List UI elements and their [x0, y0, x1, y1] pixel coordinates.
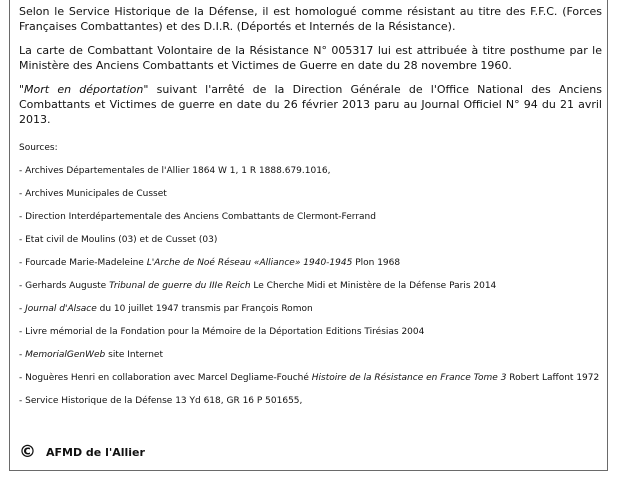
sources-heading: Sources: [19, 143, 58, 153]
source-title: MemorialGenWeb [25, 350, 106, 360]
source-title: Histoire de la Résistance en France Tome 3 [311, 373, 507, 383]
source-author: - Fourcade Marie-Madeleine [19, 258, 147, 268]
article-body [19, 4, 602, 407]
source-publisher: Plon 1968 [352, 258, 401, 268]
source-item [19, 304, 602, 315]
source-item: - Direction Interdépartementale des Anciens Combattants de Clermont-Ferrand [19, 212, 376, 222]
footer-credit [19, 444, 145, 461]
source-item: - Archives Départementales de l'Allier 1864 W 1, 1 R 1888.679.1016, [19, 166, 331, 176]
source-item: - Livre mémorial de la Fondation pour la Mémoire de la Déportation Editions Tirésias 2004 [19, 327, 425, 337]
paragraph-mort-deportation-text: suivant l'arrêté de la Direction Générale de l'Office National des Anciens Combattants et Victimes de guerre en date du 26 février 2013 paru au Journal Officiel N° 94 du 21 avril 2013. [19, 83, 602, 126]
mort-en-deportation-quote: "Mort en déportation" [19, 83, 149, 96]
source-title: Tribunal de guerre du IIIe Reich [109, 281, 251, 291]
source-item [19, 281, 602, 292]
source-publisher: Le Cherche Midi et Ministère de la Défense Paris 2014 [250, 281, 497, 291]
source-item: - Service Historique de la Défense 13 Yd 618, GR 16 P 501655, [19, 396, 303, 406]
source-prefix: - [19, 304, 26, 314]
source-prefix: - [19, 350, 26, 360]
source-author: - Gerhards Auguste [19, 281, 110, 291]
source-detail: site Internet [105, 350, 163, 360]
source-item [19, 258, 602, 269]
source-title: L'Arche de Noé Réseau «Alliance» 1940-1945 [146, 258, 353, 268]
paragraph-homologation: Selon le Service Historique de la Défense, il est homologué comme résistant au titre des F.F.C. (Forces Françaises Combattantes) et des D.I.R. (Déportés et Internés de la Résistance). [19, 5, 602, 33]
source-author: - Noguères Henri en collaboration avec Marcel Degliame-Fouché [19, 373, 312, 383]
copyright-icon: © [19, 442, 36, 462]
source-title: Journal d'Alsace [25, 304, 97, 314]
paragraph-mort-deportation [19, 82, 602, 127]
footer-org-name: AFMD de l'Allier [46, 446, 145, 459]
source-item [19, 373, 602, 384]
sources-list [19, 166, 602, 407]
paragraph-combattant-card: La carte de Combattant Volontaire de la Résistance N° 005317 lui est attribuée à titre posthume par le Ministère des Anciens Combattants et Victimes de Guerre en date du 28 novembre 1960. [19, 44, 602, 72]
source-item: - Archives Municipales de Cusset [19, 189, 167, 199]
source-publisher: Robert Laffont 1972 [506, 373, 600, 383]
source-item: - Etat civil de Moulins (03) et de Cusset (03) [19, 235, 218, 245]
source-item [19, 350, 602, 361]
source-detail: du 10 juillet 1947 transmis par François Romon [96, 304, 313, 314]
